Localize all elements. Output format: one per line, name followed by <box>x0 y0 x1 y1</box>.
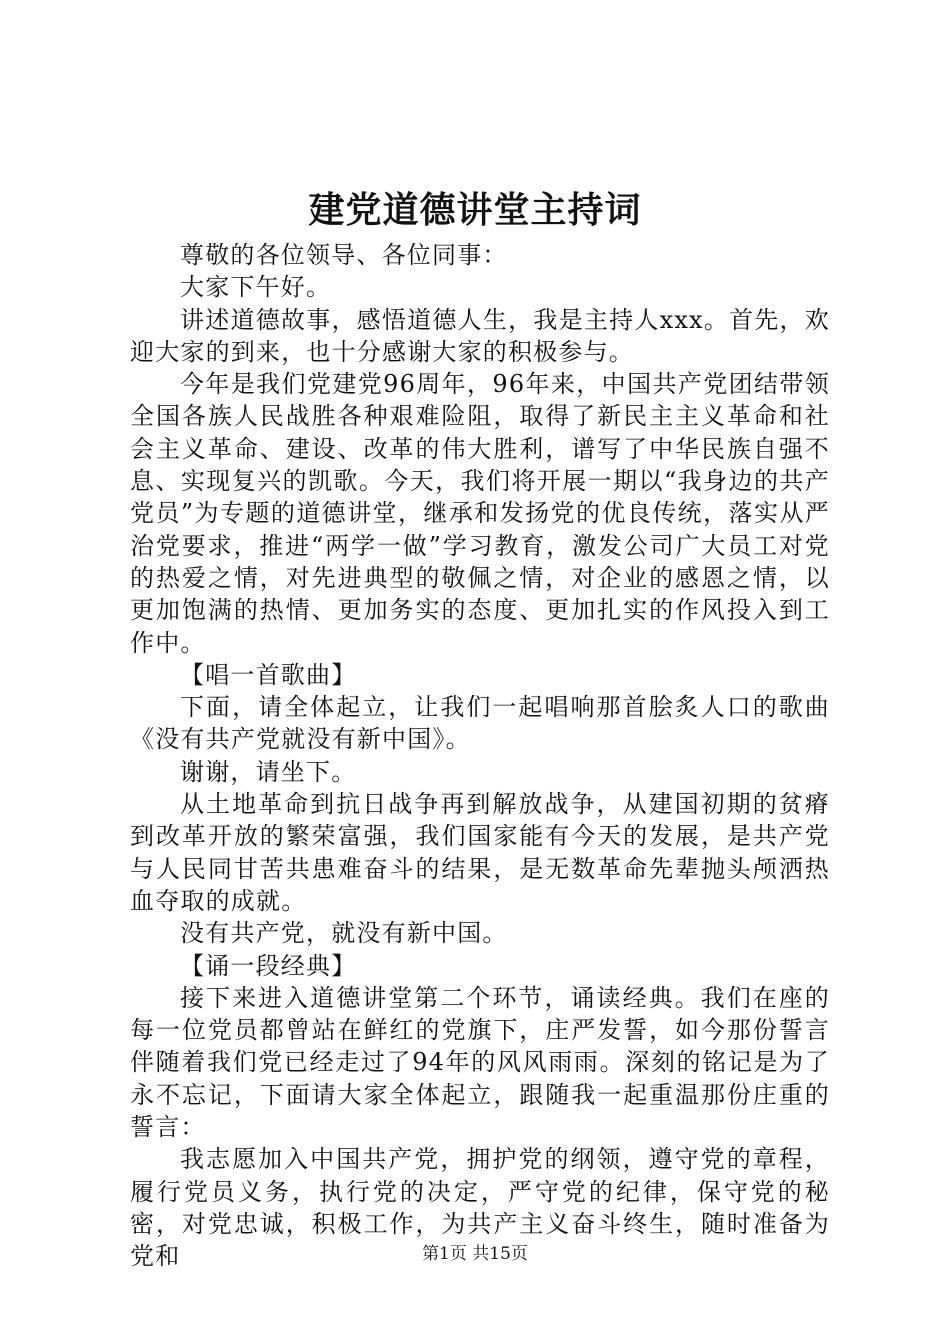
paragraph-anniversary: 今年是我们党建党96周年，96年来，中国共产党团结带领全国各族人民战胜各种艰难险阻，取得了新民主主义革命和社会主义革命、建设、改革的伟大胜利，谱写了中华民族自强不息、实现复兴的凯歌。今天，我们将开展一期以“我身边的共产党员”为专题的道德讲堂，继承和发扬党的优良传统，落实从严治党要求，推进“两学一做”学习教育，激发公司广大员工对党的热爱之情，对先进典型的敬佩之情，对企业的感恩之情，以更加饱满的热情、更加务实的态度、更加扎实的作风投入到工作中。 <box>130 370 830 657</box>
section-heading-song: 【唱一首歌曲】 <box>180 660 357 689</box>
paragraph-oath-intro: 接下来进入道德讲堂第二个环节，诵读经典。我们在座的每一位党员都曾站在鲜红的党旗下，庄严发誓，如今那份誓言伴随着我们党已经走过了94年的风风雨雨。深刻的铭记是为了永不忘记，下面请大家全体起立，跟随我一起重温那份庄重的誓言： <box>130 983 830 1142</box>
section-heading-classic: 【诵一段经典】 <box>180 951 357 980</box>
paragraph-good-afternoon: 大家下午好。 <box>180 273 332 302</box>
paragraph-song: 下面，请全体起立，让我们一起唱响那首脍炙人口的歌曲《没有共产党就没有新中国》。 <box>130 693 830 754</box>
paragraph-oath: 我志愿加入中国共产党，拥护党的纲领，遵守党的章程，履行党员义务，执行党的决定，严守党的纪律，保守党的秘密，对党忠诚，积极工作，为共产主义奋斗终生，随时准备为党和 <box>130 1145 830 1271</box>
paragraph-no-party: 没有共产党，就没有新中国。 <box>180 919 508 948</box>
paragraph-intro: 讲述道德故事，感悟道德人生，我是主持人xxx。首先，欢迎大家的到来，也十分感谢大家的积极参与。 <box>130 305 830 366</box>
document-body <box>130 239 830 1273</box>
document-title: 建党道德讲堂主持词 <box>308 189 642 231</box>
paragraph-history: 从土地革命到抗日战争再到解放战争，从建国初期的贫瘠到改革开放的繁荣富强，我们国家能有今天的发展，是共产党与人民同甘苦共患难奋斗的结果，是无数革命先辈抛头颅洒热血夺取的成就。 <box>130 790 830 915</box>
paragraph-greeting: 尊敬的各位领导、各位同事： <box>180 241 508 269</box>
paragraph-thanks: 谢谢，请坐下。 <box>180 757 357 786</box>
page-footer: 第1页 共15页 <box>422 1244 528 1264</box>
